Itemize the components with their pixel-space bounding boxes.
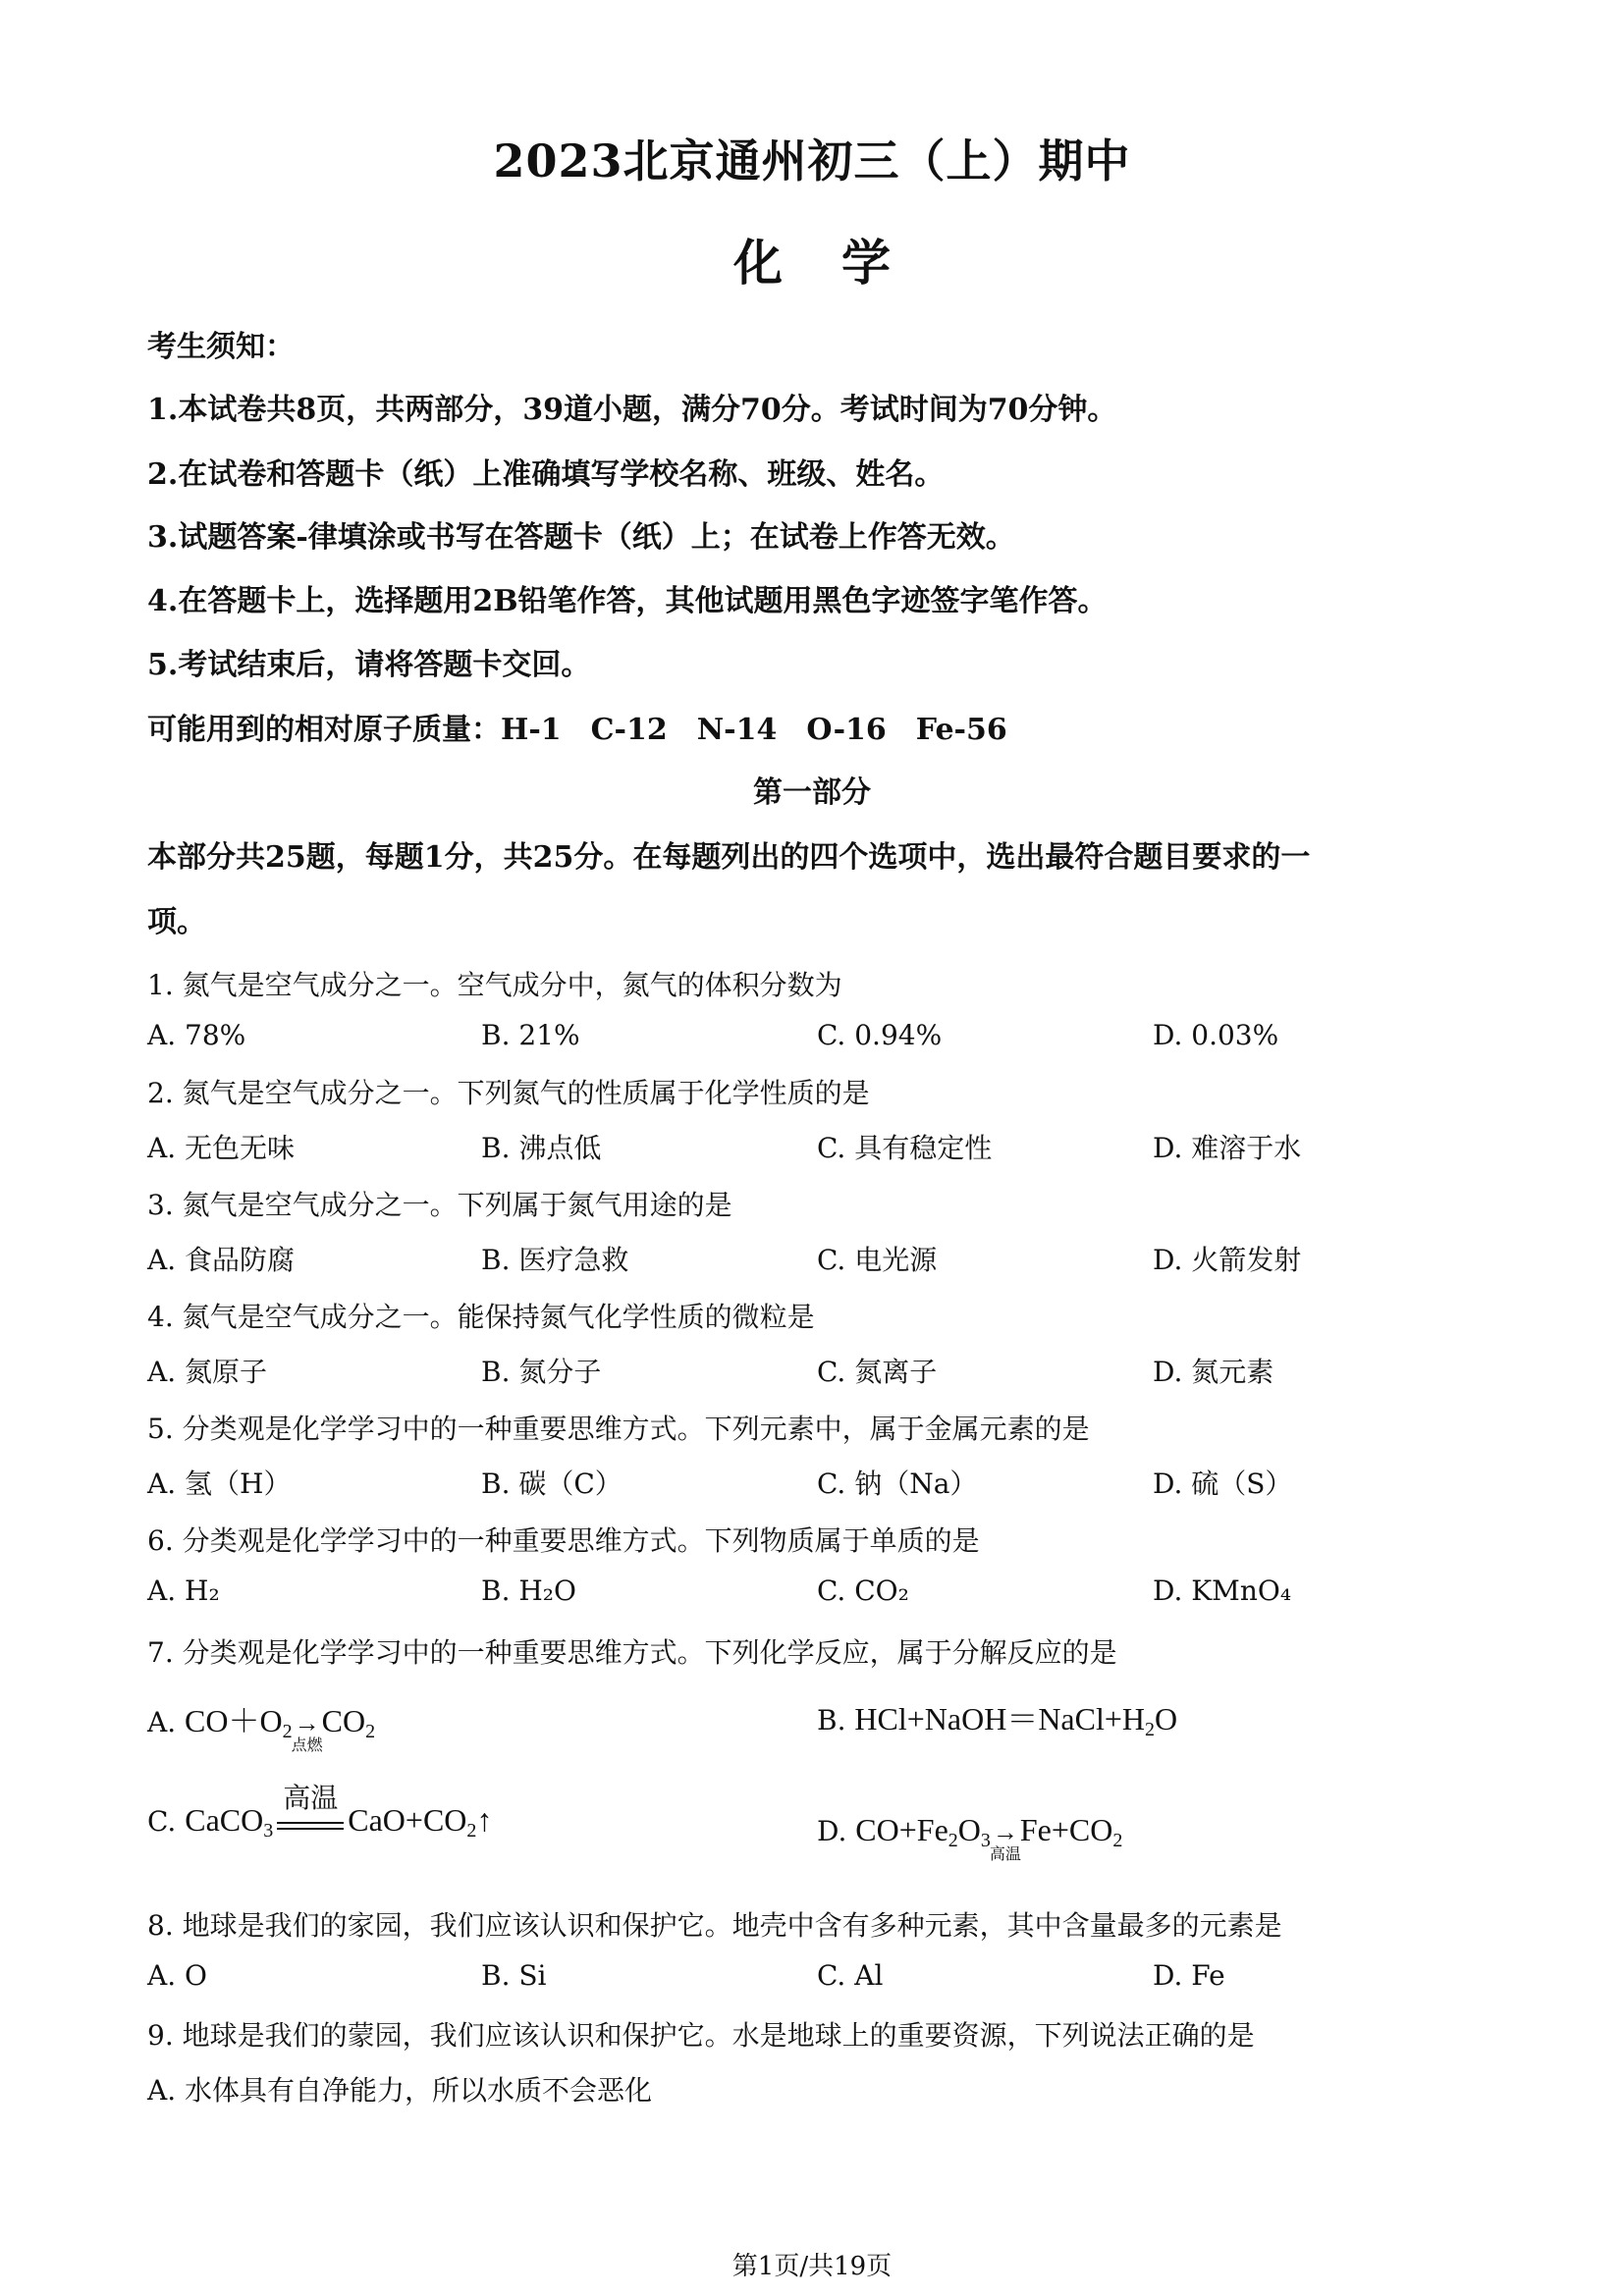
option-label: A. — [147, 1706, 177, 1738]
notice-item-4: 4.在答题卡上，选择题用2B铅笔作答，其他试题用黑色字迹签字笔作答。 — [147, 584, 1108, 618]
equation-option-c: C. CaCO$_3$ 高温 $CaO+CO_2↑$ — [147, 1802, 492, 1843]
reaction-arrow: → 点燃 — [291, 1709, 323, 1754]
option-a: A. 食品防腐 — [147, 1244, 296, 1276]
option-label: C. — [147, 1805, 177, 1838]
part-intro-line-1: 本部分共25题，每题1分，共25分。在每题列出的四个选项中，选出最符合题目要求的一 — [147, 840, 1311, 875]
notice-item-2: 2.在试卷和答题卡（纸）上准确填写学校名称、班级、姓名。 — [147, 457, 945, 492]
notice-item-3: 3.试题答案-律填涂或书写在答题卡（纸）上；在试卷上作答无效。 — [147, 520, 1015, 555]
option-b: B. 21% — [481, 1019, 580, 1051]
option-a: A. 水体具有自净能力，所以水质不会恶化 — [147, 2074, 653, 2107]
reaction-condition: 高温 — [283, 1783, 339, 1814]
question-stem: 9. 地球是我们的蒙园，我们应该认识和保护它。水是地球上的重要资源，下列说法正确的是 — [147, 2019, 1255, 2052]
equation-option-b: B. $HCl+NaOH=NaCl+H_2O$ — [817, 1701, 1178, 1740]
option-c: C. 电光源 — [817, 1244, 938, 1276]
option-label: D. — [817, 1815, 847, 1847]
page-number: 第1页/共19页 — [731, 2252, 893, 2281]
notice-item-1: 1.本试卷共8页，共两部分，39道小题，满分70分。考试时间为70分钟。 — [147, 393, 1117, 427]
option-a: A. 氢（H） — [147, 1468, 292, 1500]
question-stem: 5. 分类观是化学学习中的一种重要思维方式。下列元素中，属于金属元素的是 — [147, 1413, 1090, 1445]
option-b: B. 医疗急救 — [481, 1244, 629, 1276]
gas-arrow-icon: ↑ — [476, 1802, 493, 1838]
option-c: C. Al — [817, 1959, 884, 1992]
option-d: D. 火箭发射 — [1153, 1244, 1302, 1276]
option-d: D. 硫（S） — [1153, 1468, 1293, 1500]
option-b: B. 碳（C） — [481, 1468, 623, 1500]
question-stem: 4. 氮气是空气成分之一。能保持氮气化学性质的微粒是 — [147, 1301, 815, 1333]
question-stem: 3. 氮气是空气成分之一。下列属于氮气用途的是 — [147, 1189, 732, 1221]
part-title: 第一部分 — [753, 775, 871, 810]
option-a: A. 78% — [147, 1019, 246, 1051]
equation-option-d: D. $CO+Fe_2O_3\to$ 高温 $Fe+CO_2$ — [817, 1812, 1123, 1863]
notice-item-5: 5.考试结束后，请将答题卡交回。 — [147, 648, 591, 682]
question-stem: 8. 地球是我们的家园，我们应该认识和保护它。地壳中含有多种元素，其中含量最多的元素是 — [147, 1909, 1282, 1942]
option-b: B. 沸点低 — [481, 1132, 602, 1164]
equation-option-a: A. $CO+O_2\to$ 点燃 $CO_2$ — [147, 1703, 376, 1754]
option-d: D. 氮元素 — [1153, 1356, 1274, 1388]
option-label: B. — [817, 1704, 846, 1736]
atomic-mass-line: 可能用到的相对原子质量：H-1 C-12 N-14 O-16 Fe-56 — [147, 713, 1007, 747]
option-d: D. Fe — [1153, 1959, 1225, 1992]
question-stem: 1. 氮气是空气成分之一。空气成分中，氮气的体积分数为 — [147, 969, 842, 1001]
equals-sign-with-condition — [277, 1783, 344, 1843]
option-b: B. Si — [481, 1959, 547, 1992]
option-c: C. CO₂ — [817, 1575, 909, 1607]
option-a: A. 氮原子 — [147, 1356, 268, 1388]
option-c: C. 0.94% — [817, 1019, 943, 1051]
question-stem: 2. 氮气是空气成分之一。下列氮气的性质属于化学性质的是 — [147, 1077, 870, 1109]
part-intro-line-2: 项。 — [147, 905, 206, 939]
subject-title: 化学 — [733, 234, 949, 292]
option-c: C. 钠（Na） — [817, 1468, 978, 1500]
option-d: D. 难溶于水 — [1153, 1132, 1302, 1164]
reaction-condition: 点燃 — [291, 1737, 323, 1754]
notice-heading: 考生须知： — [147, 330, 295, 364]
question-stem: 6. 分类观是化学学习中的一种重要思维方式。下列物质属于单质的是 — [147, 1524, 980, 1557]
reaction-arrow: → 高温 — [989, 1818, 1021, 1863]
option-d: D. KMnO₄ — [1153, 1575, 1292, 1607]
exam-title: 2023北京通州初三（上）期中 — [493, 134, 1131, 187]
option-b: B. 氮分子 — [481, 1356, 602, 1388]
reaction-condition: 高温 — [989, 1846, 1021, 1863]
option-a: A. H₂ — [147, 1575, 220, 1607]
option-b: B. H₂O — [481, 1575, 576, 1607]
option-a: A. 无色无味 — [147, 1132, 296, 1164]
question-stem: 7. 分类观是化学学习中的一种重要思维方式。下列化学反应，属于分解反应的是 — [147, 1636, 1117, 1669]
option-c: C. 具有稳定性 — [817, 1132, 993, 1164]
option-c: C. 氮离子 — [817, 1356, 938, 1388]
option-d: D. 0.03% — [1153, 1019, 1279, 1051]
option-a: A. O — [147, 1959, 207, 1992]
